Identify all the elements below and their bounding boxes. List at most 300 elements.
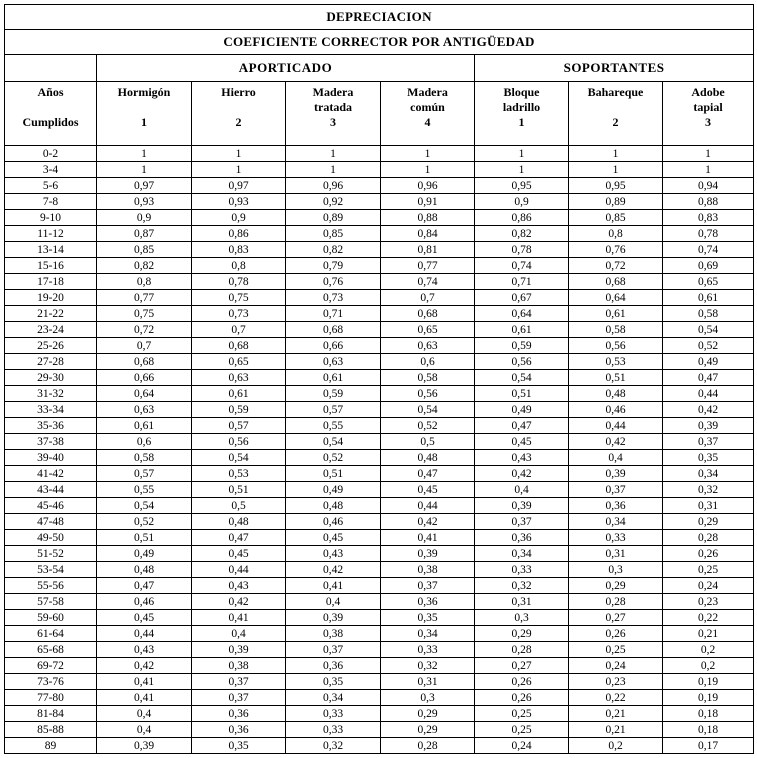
coefficient-cell: 0,85 <box>286 226 381 242</box>
header-bloque-ladrillo-line1: Bloque <box>503 85 540 99</box>
coefficient-cell: 0,6 <box>97 434 192 450</box>
coefficient-cell: 0,95 <box>475 178 569 194</box>
coefficient-cell: 0,53 <box>569 354 663 370</box>
group-aporticado: APORTICADO <box>97 55 475 82</box>
row-years-cell: 17-18 <box>5 274 97 290</box>
coefficient-cell: 0,46 <box>286 514 381 530</box>
row-years-cell: 43-44 <box>5 482 97 498</box>
coefficient-cell: 0,56 <box>192 434 286 450</box>
table-row <box>5 258 754 274</box>
coefficient-cell: 0,29 <box>663 514 754 530</box>
coefficient-cell: 0,32 <box>475 578 569 594</box>
coefficient-cell: 0,31 <box>663 498 754 514</box>
coefficient-cell: 0,42 <box>192 594 286 610</box>
row-years-cell: 9-10 <box>5 210 97 226</box>
coefficient-cell: 0,4 <box>569 450 663 466</box>
coefficient-cell: 0,26 <box>569 626 663 642</box>
coefficient-cell: 0,44 <box>663 386 754 402</box>
coefficient-cell: 1 <box>475 146 569 162</box>
coefficient-cell: 0,92 <box>286 194 381 210</box>
coefficient-cell: 0,39 <box>663 418 754 434</box>
coefficient-cell: 0,35 <box>663 450 754 466</box>
coefficient-cell: 0,65 <box>663 274 754 290</box>
row-years-cell: 81-84 <box>5 706 97 722</box>
coefficient-cell: 0,71 <box>475 274 569 290</box>
row-years-cell: 29-30 <box>5 370 97 386</box>
coefficient-cell: 0,43 <box>192 578 286 594</box>
coefficient-cell: 0,4 <box>97 706 192 722</box>
coefficient-cell: 0,21 <box>663 626 754 642</box>
coefficient-cell: 0,82 <box>475 226 569 242</box>
coefficient-cell: 0,5 <box>192 498 286 514</box>
row-years-cell: 77-80 <box>5 690 97 706</box>
row-years-cell: 59-60 <box>5 610 97 626</box>
row-years-cell: 51-52 <box>5 546 97 562</box>
coefficient-cell: 0,63 <box>192 370 286 386</box>
row-years-cell: 21-22 <box>5 306 97 322</box>
coefficient-cell: 0,3 <box>569 562 663 578</box>
header-anos-cumplidos <box>5 82 97 146</box>
coefficient-cell: 0,82 <box>286 242 381 258</box>
coefficient-cell: 0,59 <box>192 402 286 418</box>
coefficient-cell: 0,31 <box>475 594 569 610</box>
coefficient-cell: 0,78 <box>192 274 286 290</box>
row-years-cell: 73-76 <box>5 674 97 690</box>
coefficient-cell: 0,25 <box>663 562 754 578</box>
coefficient-cell: 0,84 <box>381 226 475 242</box>
coefficient-cell: 0,22 <box>663 610 754 626</box>
row-years-cell: 35-36 <box>5 418 97 434</box>
coefficient-cell: 0,25 <box>569 642 663 658</box>
table-row <box>5 386 754 402</box>
coefficient-cell: 0,26 <box>663 546 754 562</box>
coefficient-cell: 0,39 <box>97 738 192 754</box>
coefficient-cell: 0,42 <box>286 562 381 578</box>
coefficient-cell: 0,57 <box>286 402 381 418</box>
table-row <box>5 530 754 546</box>
coefficient-cell: 0,3 <box>381 690 475 706</box>
coefficient-cell: 0,34 <box>475 546 569 562</box>
coefficient-cell: 0,52 <box>97 514 192 530</box>
coefficient-cell: 0,3 <box>475 610 569 626</box>
coefficient-cell: 0,39 <box>475 498 569 514</box>
table-row <box>5 178 754 194</box>
row-years-cell: 53-54 <box>5 562 97 578</box>
table-row <box>5 482 754 498</box>
table-row <box>5 514 754 530</box>
coefficient-cell: 0,93 <box>97 194 192 210</box>
row-years-cell: 37-38 <box>5 434 97 450</box>
row-years-cell: 33-34 <box>5 402 97 418</box>
coefficient-cell: 1 <box>286 162 381 178</box>
table-row <box>5 402 754 418</box>
coefficient-cell: 0,89 <box>569 194 663 210</box>
coefficient-cell: 0,46 <box>569 402 663 418</box>
coefficient-cell: 0,65 <box>192 354 286 370</box>
table-row <box>5 338 754 354</box>
coefficient-cell: 0,76 <box>286 274 381 290</box>
table-body <box>5 146 754 754</box>
coefficient-cell: 0,47 <box>97 578 192 594</box>
coefficient-cell: 0,34 <box>286 690 381 706</box>
coefficient-cell: 0,4 <box>286 594 381 610</box>
coefficient-cell: 0,32 <box>286 738 381 754</box>
coefficient-cell: 0,48 <box>286 498 381 514</box>
coefficient-cell: 0,52 <box>286 450 381 466</box>
coefficient-cell: 0,43 <box>97 642 192 658</box>
table-row <box>5 290 754 306</box>
coefficient-cell: 0,45 <box>192 546 286 562</box>
coefficient-cell: 1 <box>97 162 192 178</box>
coefficient-cell: 0,45 <box>381 482 475 498</box>
coefficient-cell: 0,44 <box>192 562 286 578</box>
coefficient-cell: 0,35 <box>286 674 381 690</box>
coefficient-cell: 0,57 <box>97 466 192 482</box>
row-years-cell: 25-26 <box>5 338 97 354</box>
coefficient-cell: 0,88 <box>663 194 754 210</box>
coefficient-cell: 0,17 <box>663 738 754 754</box>
coefficient-cell: 0,39 <box>192 642 286 658</box>
coefficient-cell: 0,56 <box>475 354 569 370</box>
header-hierro-label: Hierro <box>221 85 256 99</box>
coefficient-cell: 0,45 <box>475 434 569 450</box>
coefficient-cell: 1 <box>381 162 475 178</box>
coefficient-cell: 0,22 <box>569 690 663 706</box>
row-years-cell: 5-6 <box>5 178 97 194</box>
row-years-cell: 69-72 <box>5 658 97 674</box>
table-row <box>5 706 754 722</box>
coefficient-cell: 0,41 <box>381 530 475 546</box>
table-title: DEPRECIACION <box>5 5 754 30</box>
coefficient-cell: 0,38 <box>381 562 475 578</box>
coefficient-cell: 0,81 <box>381 242 475 258</box>
coefficient-cell: 0,26 <box>475 690 569 706</box>
table-row <box>5 322 754 338</box>
coefficient-cell: 0,77 <box>381 258 475 274</box>
coefficient-cell: 0,54 <box>381 402 475 418</box>
coefficient-cell: 0,36 <box>475 530 569 546</box>
header-adobe-tapial <box>663 82 754 146</box>
coefficient-cell: 0,48 <box>569 386 663 402</box>
coefficient-cell: 0,64 <box>475 306 569 322</box>
table-subtitle: COEFICIENTE CORRECTOR POR ANTIGÜEDAD <box>5 30 754 55</box>
coefficient-cell: 0,94 <box>663 178 754 194</box>
coefficient-cell: 0,28 <box>663 530 754 546</box>
coefficient-cell: 0,53 <box>192 466 286 482</box>
header-hierro <box>192 82 286 146</box>
coefficient-cell: 0,31 <box>381 674 475 690</box>
row-years-cell: 55-56 <box>5 578 97 594</box>
table-row <box>5 498 754 514</box>
coefficient-cell: 0,47 <box>663 370 754 386</box>
coefficient-cell: 0,71 <box>286 306 381 322</box>
coefficient-cell: 0,75 <box>97 306 192 322</box>
row-years-cell: 27-28 <box>5 354 97 370</box>
coefficient-cell: 0,28 <box>569 594 663 610</box>
row-years-cell: 85-88 <box>5 722 97 738</box>
coefficient-cell: 0,37 <box>475 514 569 530</box>
coefficient-cell: 0,36 <box>381 594 475 610</box>
coefficient-cell: 0,66 <box>97 370 192 386</box>
table-row <box>5 450 754 466</box>
coefficient-cell: 0,68 <box>192 338 286 354</box>
coefficient-cell: 0,58 <box>97 450 192 466</box>
table-row <box>5 674 754 690</box>
coefficient-cell: 0,49 <box>663 354 754 370</box>
coefficient-cell: 0,42 <box>475 466 569 482</box>
coefficient-cell: 0,73 <box>286 290 381 306</box>
coefficient-cell: 0,63 <box>286 354 381 370</box>
coefficient-cell: 0,61 <box>663 290 754 306</box>
table-row <box>5 162 754 178</box>
coefficient-cell: 1 <box>663 146 754 162</box>
coefficient-cell: 0,61 <box>475 322 569 338</box>
header-bahareque-number: 2 <box>612 115 619 129</box>
coefficient-cell: 0,43 <box>475 450 569 466</box>
coefficient-cell: 0,36 <box>192 722 286 738</box>
coefficient-cell: 0,9 <box>192 210 286 226</box>
coefficient-cell: 0,68 <box>286 322 381 338</box>
coefficient-cell: 0,7 <box>192 322 286 338</box>
coefficient-cell: 0,51 <box>569 370 663 386</box>
coefficient-cell: 0,4 <box>192 626 286 642</box>
coefficient-cell: 0,42 <box>97 658 192 674</box>
row-years-cell: 19-20 <box>5 290 97 306</box>
coefficient-cell: 0,58 <box>569 322 663 338</box>
coefficient-cell: 0,33 <box>569 530 663 546</box>
coefficient-cell: 1 <box>286 146 381 162</box>
header-bloque-ladrillo <box>475 82 569 146</box>
coefficient-cell: 0,89 <box>286 210 381 226</box>
coefficient-cell: 0,57 <box>192 418 286 434</box>
coefficient-cell: 0,24 <box>663 578 754 594</box>
coefficient-cell: 0,36 <box>569 498 663 514</box>
table-row <box>5 626 754 642</box>
coefficient-cell: 1 <box>381 146 475 162</box>
coefficient-cell: 0,86 <box>192 226 286 242</box>
coefficient-cell: 0,85 <box>97 242 192 258</box>
header-madera-comun-number: 4 <box>424 115 431 129</box>
coefficient-cell: 0,54 <box>192 450 286 466</box>
coefficient-cell: 0,33 <box>286 706 381 722</box>
coefficient-cell: 0,2 <box>663 658 754 674</box>
coefficient-cell: 0,88 <box>381 210 475 226</box>
header-madera-tratada-number: 3 <box>330 115 336 129</box>
coefficient-cell: 0,7 <box>381 290 475 306</box>
coefficient-cell: 1 <box>569 162 663 178</box>
coefficient-cell: 0,33 <box>286 722 381 738</box>
header-adobe-tapial-line2: tapial <box>693 100 723 114</box>
coefficient-cell: 0,73 <box>192 306 286 322</box>
row-years-cell: 13-14 <box>5 242 97 258</box>
coefficient-cell: 0,43 <box>286 546 381 562</box>
coefficient-cell: 0,54 <box>663 322 754 338</box>
coefficient-cell: 0,29 <box>569 578 663 594</box>
coefficient-cell: 0,91 <box>381 194 475 210</box>
row-years-cell: 61-64 <box>5 626 97 642</box>
coefficient-cell: 0,87 <box>97 226 192 242</box>
coefficient-cell: 0,64 <box>97 386 192 402</box>
coefficient-cell: 1 <box>569 146 663 162</box>
coefficient-cell: 0,41 <box>97 674 192 690</box>
header-madera-comun-line1: Madera <box>407 85 448 99</box>
coefficient-cell: 0,38 <box>286 626 381 642</box>
coefficient-cell: 0,49 <box>286 482 381 498</box>
coefficient-cell: 0,38 <box>192 658 286 674</box>
group-blank <box>5 55 97 82</box>
coefficient-cell: 0,4 <box>97 722 192 738</box>
table-row <box>5 610 754 626</box>
coefficient-cell: 0,83 <box>192 242 286 258</box>
table-row <box>5 546 754 562</box>
row-years-cell: 49-50 <box>5 530 97 546</box>
table-row <box>5 242 754 258</box>
table-row <box>5 690 754 706</box>
coefficient-cell: 0,45 <box>286 530 381 546</box>
coefficient-cell: 0,64 <box>569 290 663 306</box>
coefficient-cell: 0,44 <box>569 418 663 434</box>
coefficient-cell: 0,47 <box>381 466 475 482</box>
row-years-cell: 7-8 <box>5 194 97 210</box>
coefficient-cell: 0,83 <box>663 210 754 226</box>
coefficient-cell: 0,39 <box>381 546 475 562</box>
coefficient-cell: 0,39 <box>286 610 381 626</box>
table-row <box>5 370 754 386</box>
header-adobe-tapial-line1: Adobe <box>691 85 725 99</box>
coefficient-cell: 0,72 <box>569 258 663 274</box>
table-row <box>5 306 754 322</box>
coefficient-cell: 0,23 <box>569 674 663 690</box>
header-anos-line2: Cumplidos <box>22 115 79 129</box>
coefficient-cell: 1 <box>192 162 286 178</box>
coefficient-cell: 0,48 <box>97 562 192 578</box>
coefficient-cell: 0,18 <box>663 722 754 738</box>
coefficient-cell: 0,18 <box>663 706 754 722</box>
coefficient-cell: 0,29 <box>381 706 475 722</box>
table-row <box>5 194 754 210</box>
coefficient-cell: 0,48 <box>381 450 475 466</box>
coefficient-cell: 0,8 <box>192 258 286 274</box>
coefficient-cell: 0,42 <box>381 514 475 530</box>
coefficient-cell: 0,31 <box>569 546 663 562</box>
coefficient-cell: 0,56 <box>381 386 475 402</box>
table-row <box>5 210 754 226</box>
coefficient-cell: 0,44 <box>381 498 475 514</box>
coefficient-cell: 0,8 <box>97 274 192 290</box>
coefficient-cell: 0,32 <box>663 482 754 498</box>
table-row <box>5 562 754 578</box>
coefficient-cell: 0,78 <box>475 242 569 258</box>
table-row <box>5 594 754 610</box>
coefficient-cell: 0,42 <box>663 402 754 418</box>
coefficient-cell: 0,61 <box>192 386 286 402</box>
coefficient-cell: 0,55 <box>286 418 381 434</box>
coefficient-cell: 0,66 <box>286 338 381 354</box>
coefficient-cell: 0,29 <box>475 626 569 642</box>
row-years-cell: 3-4 <box>5 162 97 178</box>
coefficient-cell: 0,61 <box>286 370 381 386</box>
coefficient-cell: 0,37 <box>192 674 286 690</box>
coefficient-cell: 0,27 <box>569 610 663 626</box>
coefficient-cell: 0,61 <box>569 306 663 322</box>
coefficient-cell: 0,47 <box>192 530 286 546</box>
coefficient-cell: 0,5 <box>381 434 475 450</box>
header-bloque-ladrillo-line2: ladrillo <box>502 100 541 114</box>
coefficient-cell: 0,78 <box>663 226 754 242</box>
coefficient-cell: 0,58 <box>663 306 754 322</box>
coefficient-cell: 0,51 <box>475 386 569 402</box>
coefficient-cell: 0,4 <box>475 482 569 498</box>
row-years-cell: 65-68 <box>5 642 97 658</box>
coefficient-cell: 0,51 <box>192 482 286 498</box>
row-years-cell: 57-58 <box>5 594 97 610</box>
coefficient-cell: 0,39 <box>569 466 663 482</box>
coefficient-cell: 0,55 <box>97 482 192 498</box>
coefficient-cell: 1 <box>475 162 569 178</box>
header-madera-comun <box>381 82 475 146</box>
header-hierro-number: 2 <box>235 115 242 129</box>
coefficient-cell: 0,35 <box>192 738 286 754</box>
coefficient-cell: 0,9 <box>97 210 192 226</box>
coefficient-cell: 0,68 <box>569 274 663 290</box>
coefficient-cell: 0,86 <box>475 210 569 226</box>
coefficient-cell: 1 <box>663 162 754 178</box>
coefficient-cell: 0,2 <box>663 642 754 658</box>
coefficient-cell: 0,48 <box>192 514 286 530</box>
table-row <box>5 658 754 674</box>
coefficient-cell: 0,37 <box>569 482 663 498</box>
coefficient-cell: 0,41 <box>192 610 286 626</box>
coefficient-cell: 0,34 <box>663 466 754 482</box>
coefficient-cell: 0,63 <box>97 402 192 418</box>
header-adobe-tapial-number: 3 <box>705 115 712 129</box>
coefficient-cell: 0,96 <box>286 178 381 194</box>
coefficient-cell: 0,24 <box>569 658 663 674</box>
coefficient-cell: 0,32 <box>381 658 475 674</box>
coefficient-cell: 0,33 <box>381 642 475 658</box>
coefficient-cell: 0,68 <box>381 306 475 322</box>
coefficient-cell: 0,36 <box>192 706 286 722</box>
coefficient-cell: 0,68 <box>97 354 192 370</box>
coefficient-cell: 0,65 <box>381 322 475 338</box>
coefficient-cell: 0,23 <box>663 594 754 610</box>
row-years-cell: 31-32 <box>5 386 97 402</box>
coefficient-cell: 0,25 <box>475 722 569 738</box>
coefficient-cell: 0,61 <box>97 418 192 434</box>
coefficient-cell: 0,37 <box>286 642 381 658</box>
coefficient-cell: 0,54 <box>475 370 569 386</box>
coefficient-cell: 0,21 <box>569 706 663 722</box>
coefficient-cell: 1 <box>97 146 192 162</box>
coefficient-cell: 0,34 <box>381 626 475 642</box>
coefficient-cell: 0,7 <box>97 338 192 354</box>
coefficient-cell: 0,79 <box>286 258 381 274</box>
header-bahareque-label: Bahareque <box>587 85 644 99</box>
coefficient-cell: 0,59 <box>286 386 381 402</box>
coefficient-cell: 0,52 <box>381 418 475 434</box>
coefficient-cell: 0,28 <box>381 738 475 754</box>
coefficient-cell: 0,93 <box>192 194 286 210</box>
coefficient-cell: 0,37 <box>663 434 754 450</box>
row-years-cell: 15-16 <box>5 258 97 274</box>
coefficient-cell: 0,45 <box>97 610 192 626</box>
table-row <box>5 434 754 450</box>
header-hormigon <box>97 82 192 146</box>
coefficient-cell: 0,95 <box>569 178 663 194</box>
coefficient-cell: 0,63 <box>381 338 475 354</box>
coefficient-cell: 0,28 <box>475 642 569 658</box>
row-years-cell: 23-24 <box>5 322 97 338</box>
